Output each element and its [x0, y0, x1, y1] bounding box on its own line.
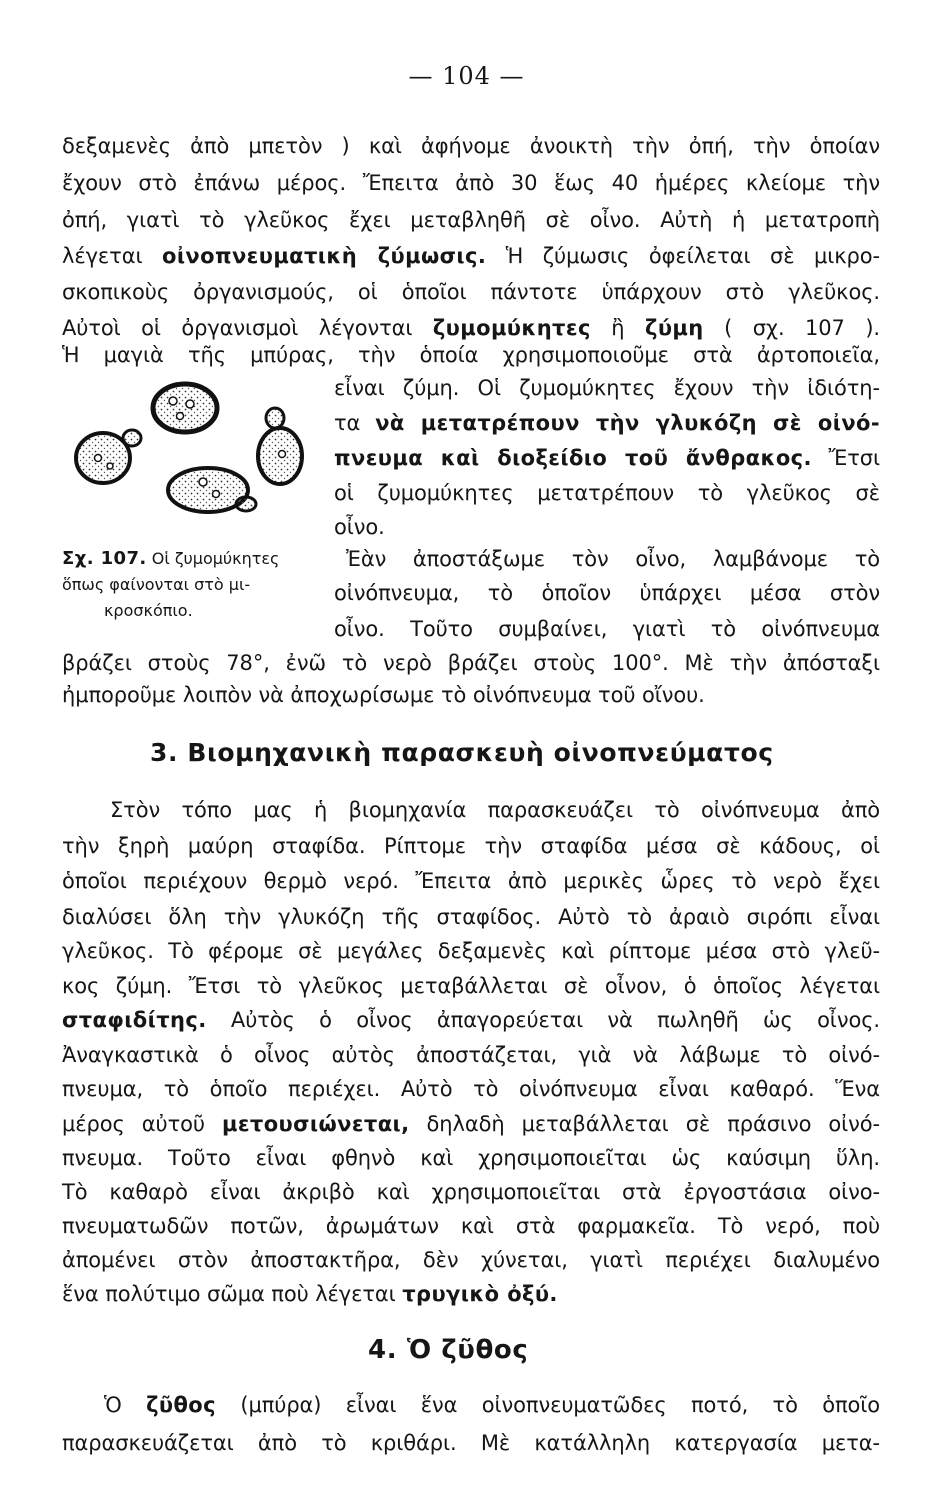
text-line: ἔχουν στὸ ἐπάνω μέρος. Ἔπειτα ἀπὸ 30 ἕως 40 ἡμέρες κλείομε τὴν — [62, 171, 880, 195]
text-line — [62, 1006, 880, 1034]
text-line — [62, 1280, 880, 1308]
text-line: πνευματωδῶν ποτῶν, ἀρωμάτων καὶ στὰ φαρμακεῖα. Τὸ νερό, ποὺ — [62, 1214, 880, 1238]
figure-caption-line: ὅπως φαίνονται στὸ μι- — [62, 575, 251, 594]
text-run: ἢ — [590, 316, 646, 340]
text-line: εἶναι ζύμη. Οἱ ζυμομύκητες ἔχουν τὴν ἰδιότη- — [334, 376, 880, 400]
text-line: οἱ ζυμομύκητες μετατρέπουν τὸ γλεῦκος σὲ — [334, 481, 880, 505]
yeast-cell-top — [153, 384, 217, 432]
text-line: σκοπικοὺς ὀργανισμούς, οἱ ὁποῖοι πάντοτε ὑπάρχουν στὸ γλεῦκος. — [62, 280, 880, 304]
text-run: μέρος αὐτοῦ — [62, 1112, 222, 1136]
term-beer: ζῦθος — [146, 1393, 216, 1417]
text-line — [334, 409, 880, 437]
term-tartaric-acid: τρυγικὸ ὀξύ. — [402, 1282, 558, 1306]
bold-phrase: πνευμα καὶ διοξείδιο τοῦ ἄνθρακος. — [334, 446, 812, 470]
text-line: τὴν ξηρὴ μαύρη σταφίδα. Ρίπτομε τὴν σταφίδα μέσα σὲ κάδους, οἱ — [62, 834, 880, 858]
text-line: κος ζύμη. Ἔτσι τὸ γλεῦκος μεταβάλλεται σὲ οἶνον, ὁ ὁποῖος λέγεται — [62, 974, 880, 998]
text-run: Αὐτοὶ οἱ ὀργανισμοὶ λέγονται — [62, 316, 433, 340]
text-run: ἕνα πολύτιμο σῶμα ποὺ λέγεται — [62, 1282, 403, 1306]
text-run: δηλαδὴ μεταβάλλεται σὲ πράσινο οἰνό- — [409, 1112, 880, 1136]
text-run: Ἔτσι — [811, 446, 880, 470]
figure-caption-line: κροσκόπιο. — [104, 601, 193, 620]
text-line: Ἡ μαγιὰ τῆς μπύρας, τὴν ὁποία χρησιμοποιοῦμε στὰ ἀρτοποιεῖα, — [62, 343, 880, 367]
text-line: δεξαμενὲς ἀπὸ μπετὸν ) καὶ ἀφήνομε ἀνοικτὴ τὴν ὀπή, τὴν ὁποίαν — [62, 134, 880, 158]
text-line: ἀπομένει στὸν ἀποστακτῆρα, δὲν χύνεται, γιατὶ περιέχει διαλυμένο — [62, 1248, 880, 1272]
text-line — [104, 1391, 880, 1419]
text-line: γλεῦκος. Τὸ φέρομε σὲ μεγάλες δεξαμενὲς καὶ ρίπτομε μέσα στὸ γλεῦ- — [62, 939, 880, 963]
text-line — [62, 1110, 880, 1138]
term-denatured: μετουσιώνεται, — [221, 1112, 410, 1136]
text-run: (μπύρα) εἶναι ἕνα οἰνοπνευματῶδες ποτό, τὸ ὁποῖο — [216, 1393, 880, 1417]
text-line: Τὸ καθαρὸ εἶναι ἀκριβὸ καὶ χρησιμοποιεῖται στὰ ἐργοστάσια οἰνο- — [62, 1180, 880, 1204]
text-line: βράζει στοὺς 78°, ἐνῶ τὸ νερὸ βράζει στοὺς 100°. Μὲ τὴν ἀπόσταξι — [62, 651, 880, 675]
text-line: Στὸν τόπο μας ἡ βιομηχανία παρασκευάζει τὸ οἰνόπνευμα ἀπὸ — [110, 798, 880, 822]
yeast-figure — [70, 378, 325, 528]
term-stafiditis: σταφιδίτης. — [62, 1008, 207, 1032]
term-zymomycetes: ζυμομύκητες — [432, 316, 591, 340]
caption-text: Οἱ ζυμομύκητες — [151, 549, 280, 568]
text-line: οἶνο. — [334, 515, 385, 539]
text-line: οἶνο. Τοῦτο συμβαίνει, γιατὶ τὸ οἰνόπνευμα — [334, 617, 880, 641]
text-line — [334, 444, 880, 472]
text-line: οἰνόπνευμα, τὸ ὁποῖον ὑπάρχει μέσα στὸν — [334, 581, 880, 605]
figure-label: Σχ. 107. — [62, 548, 147, 569]
text-run: Ἡ ζύμωσις ὀφείλεται σὲ μικρο- — [486, 244, 880, 268]
figure-caption — [62, 547, 324, 571]
text-line: Ἀναγκαστικὰ ὁ οἶνος αὐτὸς ἀποστάζεται, γιὰ νὰ λάβωμε τὸ οἰνό- — [62, 1043, 880, 1067]
text-line — [62, 242, 880, 270]
text-line: παρασκευάζεται ἀπὸ τὸ κριθάρι. Μὲ κατάλληλη κατεργασία μετα- — [62, 1431, 880, 1455]
text-line: πνευμα. Τοῦτο εἶναι φθηνὸ καὶ χρησιμοποιεῖται ὡς καύσιμη ὕλη. — [62, 1146, 880, 1170]
text-line: Ἐὰν ἀποστάξωμε τὸν οἶνο, λαμβάνομε τὸ — [346, 547, 880, 571]
section-heading-4: 4. Ὁ ζῦθος — [368, 1335, 529, 1365]
text-line: ὁποῖοι περιέχουν θερμὸ νερό. Ἔπειτα ἀπὸ μερικὲς ὧρες τὸ νερὸ ἔχει — [62, 869, 880, 893]
text-line: ὀπή, γιατὶ τὸ γλεῦκος ἔχει μεταβληθῆ σὲ οἶνο. Αὐτὴ ἡ μετατροπὴ — [62, 208, 880, 232]
text-run: ( σχ. 107 ). — [703, 316, 880, 340]
text-line — [62, 314, 880, 342]
text-line: ἠμποροῦμε λοιπὸν νὰ ἀποχωρίσωμε τὸ οἰνόπνευμα τοῦ οἴνου. — [62, 683, 705, 707]
page-number: — 104 — — [408, 62, 525, 90]
text-run: λέγεται — [62, 244, 162, 268]
section-heading-3: 3. Βιομηχανικὴ παρασκευὴ οἰνοπνεύματος — [150, 738, 774, 767]
yeast-cell-left-budding — [76, 430, 141, 483]
text-run: Ὁ — [104, 1393, 147, 1417]
term-yeast: ζύμη — [645, 316, 704, 340]
text-line: πνευμα, τὸ ὁποῖο περιέχει. Αὐτὸ τὸ οἰνόπνευμα εἶναι καθαρό. Ἕνα — [62, 1077, 880, 1101]
bold-phrase: νὰ μετατρέπουν τὴν γλυκόζη σὲ οἰνό- — [375, 411, 880, 435]
text-run: Αὐτὸς ὁ οἶνος ἀπαγορεύεται νὰ πωληθῆ ὡς οἶνος. — [206, 1008, 880, 1032]
yeast-cell-right — [258, 408, 302, 484]
term-alcoholic-fermentation: οἰνοπνευματικὴ ζύμωσις. — [162, 244, 487, 268]
text-line: διαλύσει ὅλη τὴν γλυκόζη τῆς σταφίδος. Αὐτὸ τὸ ἀραιὸ σιρόπι εἶναι — [62, 905, 880, 929]
yeast-cell-bottom — [168, 468, 256, 512]
text-run: τα — [334, 411, 376, 435]
